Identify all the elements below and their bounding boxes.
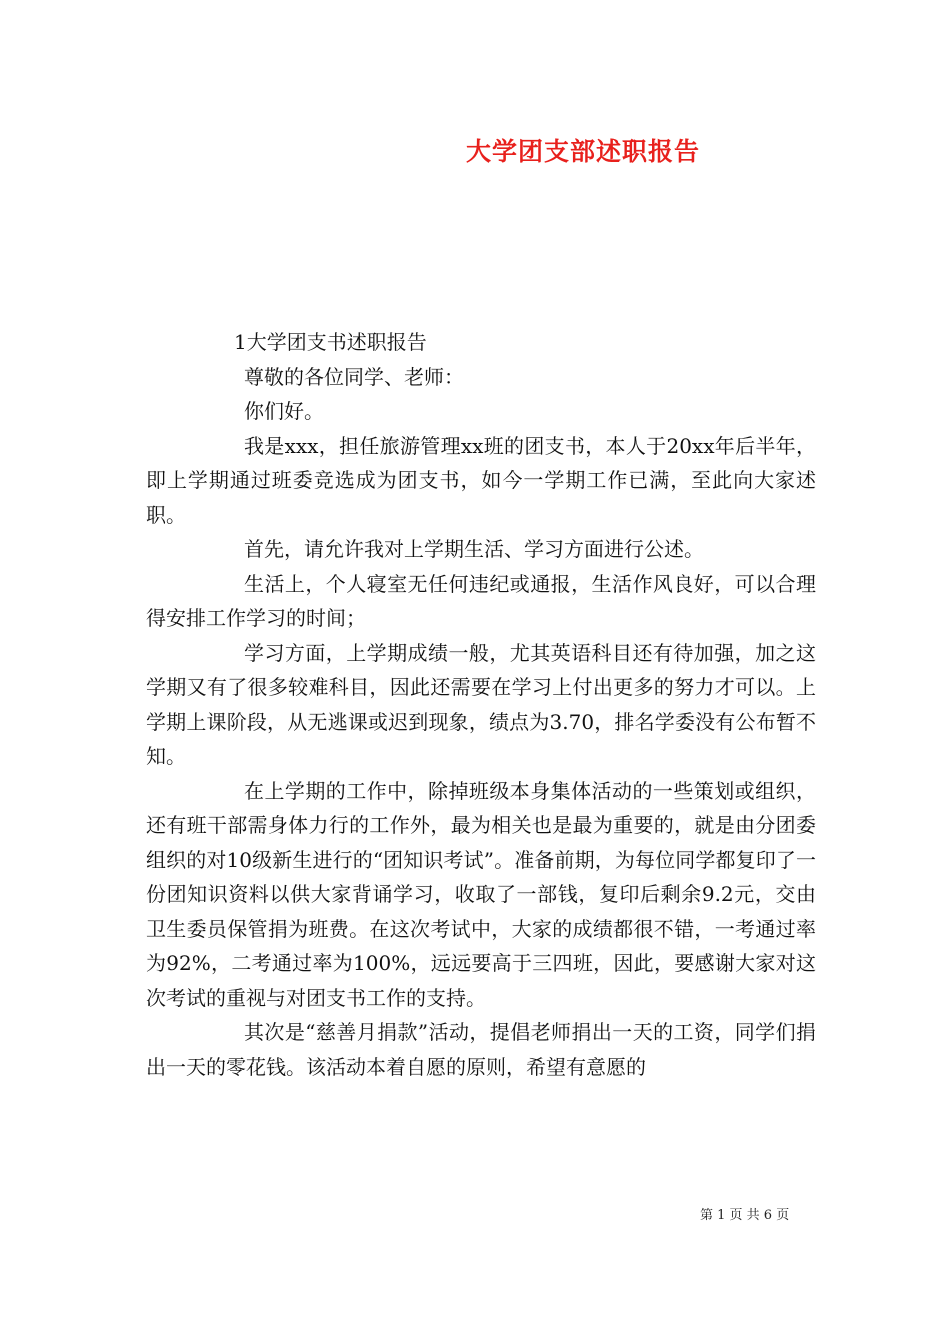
greeting-line: 尊敬的各位同学、老师： xyxy=(244,364,464,389)
paragraph-work: 在上学期的工作中，除掉班级本身集体活动的一些策划或组织，还有班干部需身体力行的工作外，最为相关也是最为重要的，就是由分团委组织的对10级新生进行的“团知识考试”。准备前期，为每位同学都复印了一份团知识资料以供大家背诵学习，收取了一部钱，复印后剩余9.2元，交由卫生委员保管捐为班费。在这次考试中，大家的成绩都很不错，一考通过率为92%，二考通过率为100%，远远要高于三四班，因此，要感谢大家对这次考试的重视与对团支书工作的支持。 xyxy=(146,778,816,1010)
paragraph-charity: 其次是“慈善月捐款”活动，提倡老师捐出一天的工资，同学们捐出一天的零花钱。该活动本着自愿的原则，希望有意愿的 xyxy=(146,1020,816,1079)
document-body xyxy=(146,325,816,1084)
paragraph-study: 学习方面，上学期成绩一般，尤其英语科目还有待加强，加之这学期又有了很多较难科目，因此还需要在学习上付出更多的努力才可以。上学期上课阶段，从无逃课或迟到现象，绩点为3.70，排名学委没有公布暂不知。 xyxy=(146,640,816,768)
page-number-footer: 第 1 页 共 6 页 xyxy=(700,1208,790,1223)
report-subtitle: 1大学团支书述职报告 xyxy=(234,330,427,354)
hello-line: 你们好。 xyxy=(244,399,324,423)
paragraph-intro: 我是xxx，担任旅游管理xx班的团支书，本人于20xx年后半年，即上学期通过班委竞选成为团支书，如今一学期工作已满，至此向大家述职。 xyxy=(146,433,816,527)
paragraph-life: 生活上，个人寝室无任何违纪或通报，生活作风良好，可以合理得安排工作学习的时间； xyxy=(146,571,816,630)
paragraph-overview: 首先，请允许我对上学期生活、学习方面进行公述。 xyxy=(244,537,704,561)
document-title: 大学团支部述职报告 xyxy=(465,137,700,166)
